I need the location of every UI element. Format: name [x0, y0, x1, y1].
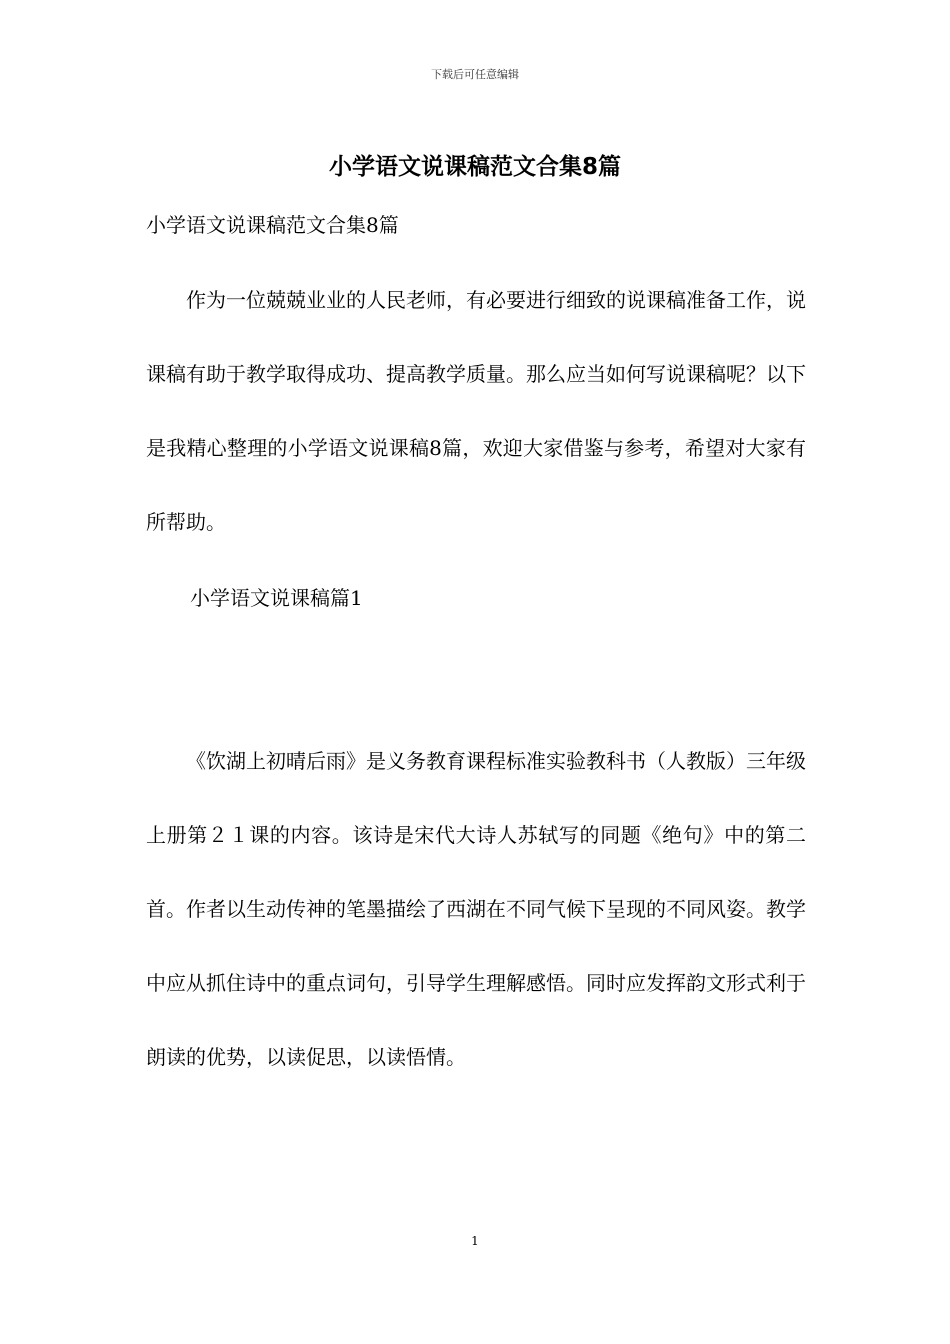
page-number: 1 — [471, 1234, 479, 1248]
body-paragraph: 《饮湖上初晴后雨》是义务教育课程标准实验教科书（人教版）三年级上册第２１课的内容。该诗是宋代大诗人苏轼写的同题《绝句》中的第二首。作者以生动传神的笔墨描绘了西湖在不同气候下呈现的不同风姿。教学中应从抓住诗中的重点词句，引导学生理解感悟。同时应发挥韵文形式利于朗读的优势，以读促思，以读悟情。 — [146, 749, 806, 1069]
section-heading: 小学语文说课稿篇1 — [190, 586, 363, 610]
intro-paragraph: 作为一位兢兢业业的人民老师，有必要进行细致的说课稿准备工作，说课稿有助于教学取得成功、提高教学质量。那么应当如何写说课稿呢？以下是我精心整理的小学语文说课稿8篇，欢迎大家借鉴与参考，希望对大家有所帮助。 — [146, 288, 806, 534]
document-subtitle: 小学语文说课稿范文合集8篇 — [146, 213, 399, 237]
document-title: 小学语文说课稿范文合集8篇 — [328, 154, 621, 180]
header-note: 下载后可任意编辑 — [431, 68, 519, 81]
